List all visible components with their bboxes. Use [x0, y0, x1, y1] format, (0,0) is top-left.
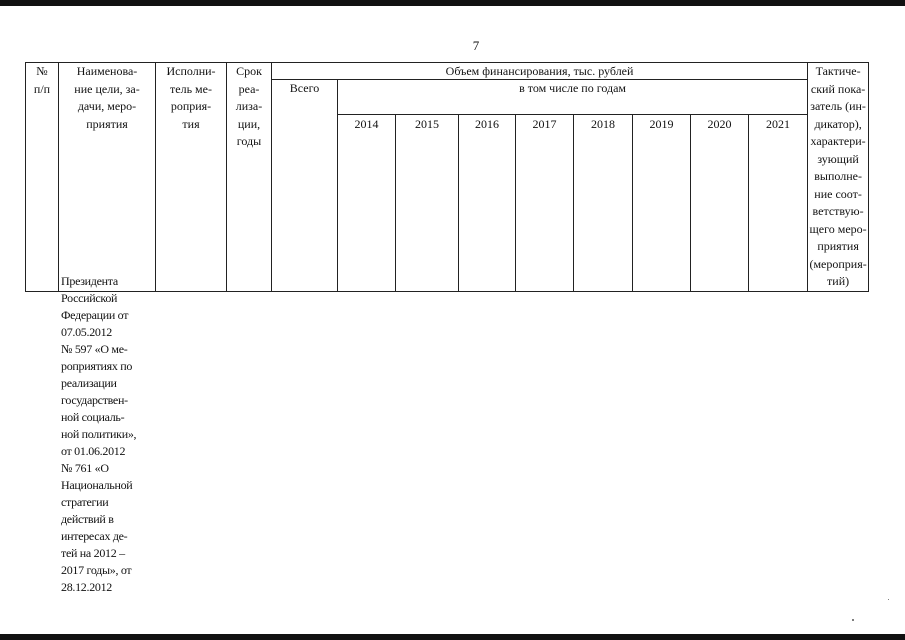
header-year-2016: 2016: [459, 114, 516, 291]
text-line: ние цели, за-: [74, 81, 140, 96]
text-line: выполне-: [814, 169, 862, 183]
text-line: приятия: [86, 116, 128, 131]
header-name-text: [60, 63, 154, 133]
text-line: (мероприя-: [809, 256, 867, 271]
header-total: Всего: [272, 80, 338, 292]
text-line: действий в: [61, 512, 114, 526]
text-line: п/п: [33, 81, 51, 96]
text-line: интересах де-: [61, 529, 128, 543]
text-line: характери-: [810, 134, 866, 148]
text-line: зующий: [817, 151, 859, 166]
text-line: тей на 2012 –: [61, 546, 125, 560]
text-line: №: [36, 64, 48, 78]
text-line: Срок: [236, 64, 262, 78]
text-line: дачи, меро-: [77, 99, 137, 113]
text-line: годы: [236, 134, 262, 148]
text-line: роприя-: [170, 99, 212, 113]
text-line: ский пока-: [810, 81, 866, 96]
header-year-2018: 2018: [574, 114, 633, 291]
header-term: [227, 63, 272, 292]
name-column-continuation: [61, 273, 157, 596]
text-line: 07.05.2012: [61, 325, 113, 339]
text-line: тия: [182, 116, 200, 131]
header-year-2017: 2017: [516, 114, 574, 291]
scan-top-border: [0, 0, 905, 6]
header-num: [26, 63, 59, 292]
header-term-text: [228, 63, 270, 151]
header-name: [59, 63, 156, 292]
header-indicator: [808, 63, 869, 292]
text-line: 28.12.2012: [61, 580, 113, 594]
header-executor: [156, 63, 227, 292]
text-line: Наименова-: [76, 64, 138, 78]
text-line: тель ме-: [170, 81, 212, 96]
header-year-2021: 2021: [749, 114, 808, 291]
text-line: реализации: [61, 376, 117, 390]
text-line: щего меро-: [809, 221, 867, 236]
text-line: Федерации от: [61, 308, 129, 322]
scan-speck: [852, 619, 854, 621]
text-line: затель (ин-: [810, 99, 866, 113]
text-line: приятия: [817, 239, 859, 253]
text-line: тий): [827, 274, 850, 288]
text-line: № 597 «О ме-: [61, 342, 128, 356]
text-line: стратегии: [61, 495, 109, 509]
header-by-years: в том числе по годам: [338, 80, 808, 115]
text-line: государствен-: [61, 393, 128, 407]
text-line: ной социаль-: [61, 410, 125, 424]
header-year-2014: 2014: [338, 114, 396, 291]
financing-table: [25, 62, 869, 292]
header-executor-text: [157, 63, 225, 133]
text-line: Президента: [61, 274, 118, 288]
header-year-2019: 2019: [633, 114, 691, 291]
text-line: Российской: [61, 291, 118, 305]
text-line: ции,: [237, 116, 261, 131]
header-indicator-text: [809, 63, 867, 291]
header-year-2020: 2020: [691, 114, 749, 291]
text-line: ние соот-: [814, 186, 862, 201]
text-line: Исполни-: [166, 64, 216, 78]
text-line: дикатор),: [814, 116, 862, 131]
page-number: 7: [472, 38, 480, 53]
text-line: ветствую-: [812, 204, 864, 218]
text-line: 2017 годы», от: [61, 563, 132, 577]
header-financing-title: Объем финансирования, тыс. рублей: [272, 63, 808, 80]
header-year-2015: 2015: [396, 114, 459, 291]
text-line: Тактиче-: [815, 64, 861, 78]
text-line: лиза-: [235, 99, 263, 113]
text-line: роприятиях по: [61, 359, 133, 373]
text-line: ной политики»,: [61, 427, 137, 441]
text-line: № 761 «О: [61, 461, 109, 475]
text-line: Национальной: [61, 478, 133, 492]
scan-speck: [888, 599, 889, 600]
text-line: от 01.06.2012: [61, 444, 126, 458]
header-num-text: [27, 63, 57, 98]
scan-bottom-border: [0, 634, 905, 640]
text-line: реа-: [238, 81, 260, 96]
